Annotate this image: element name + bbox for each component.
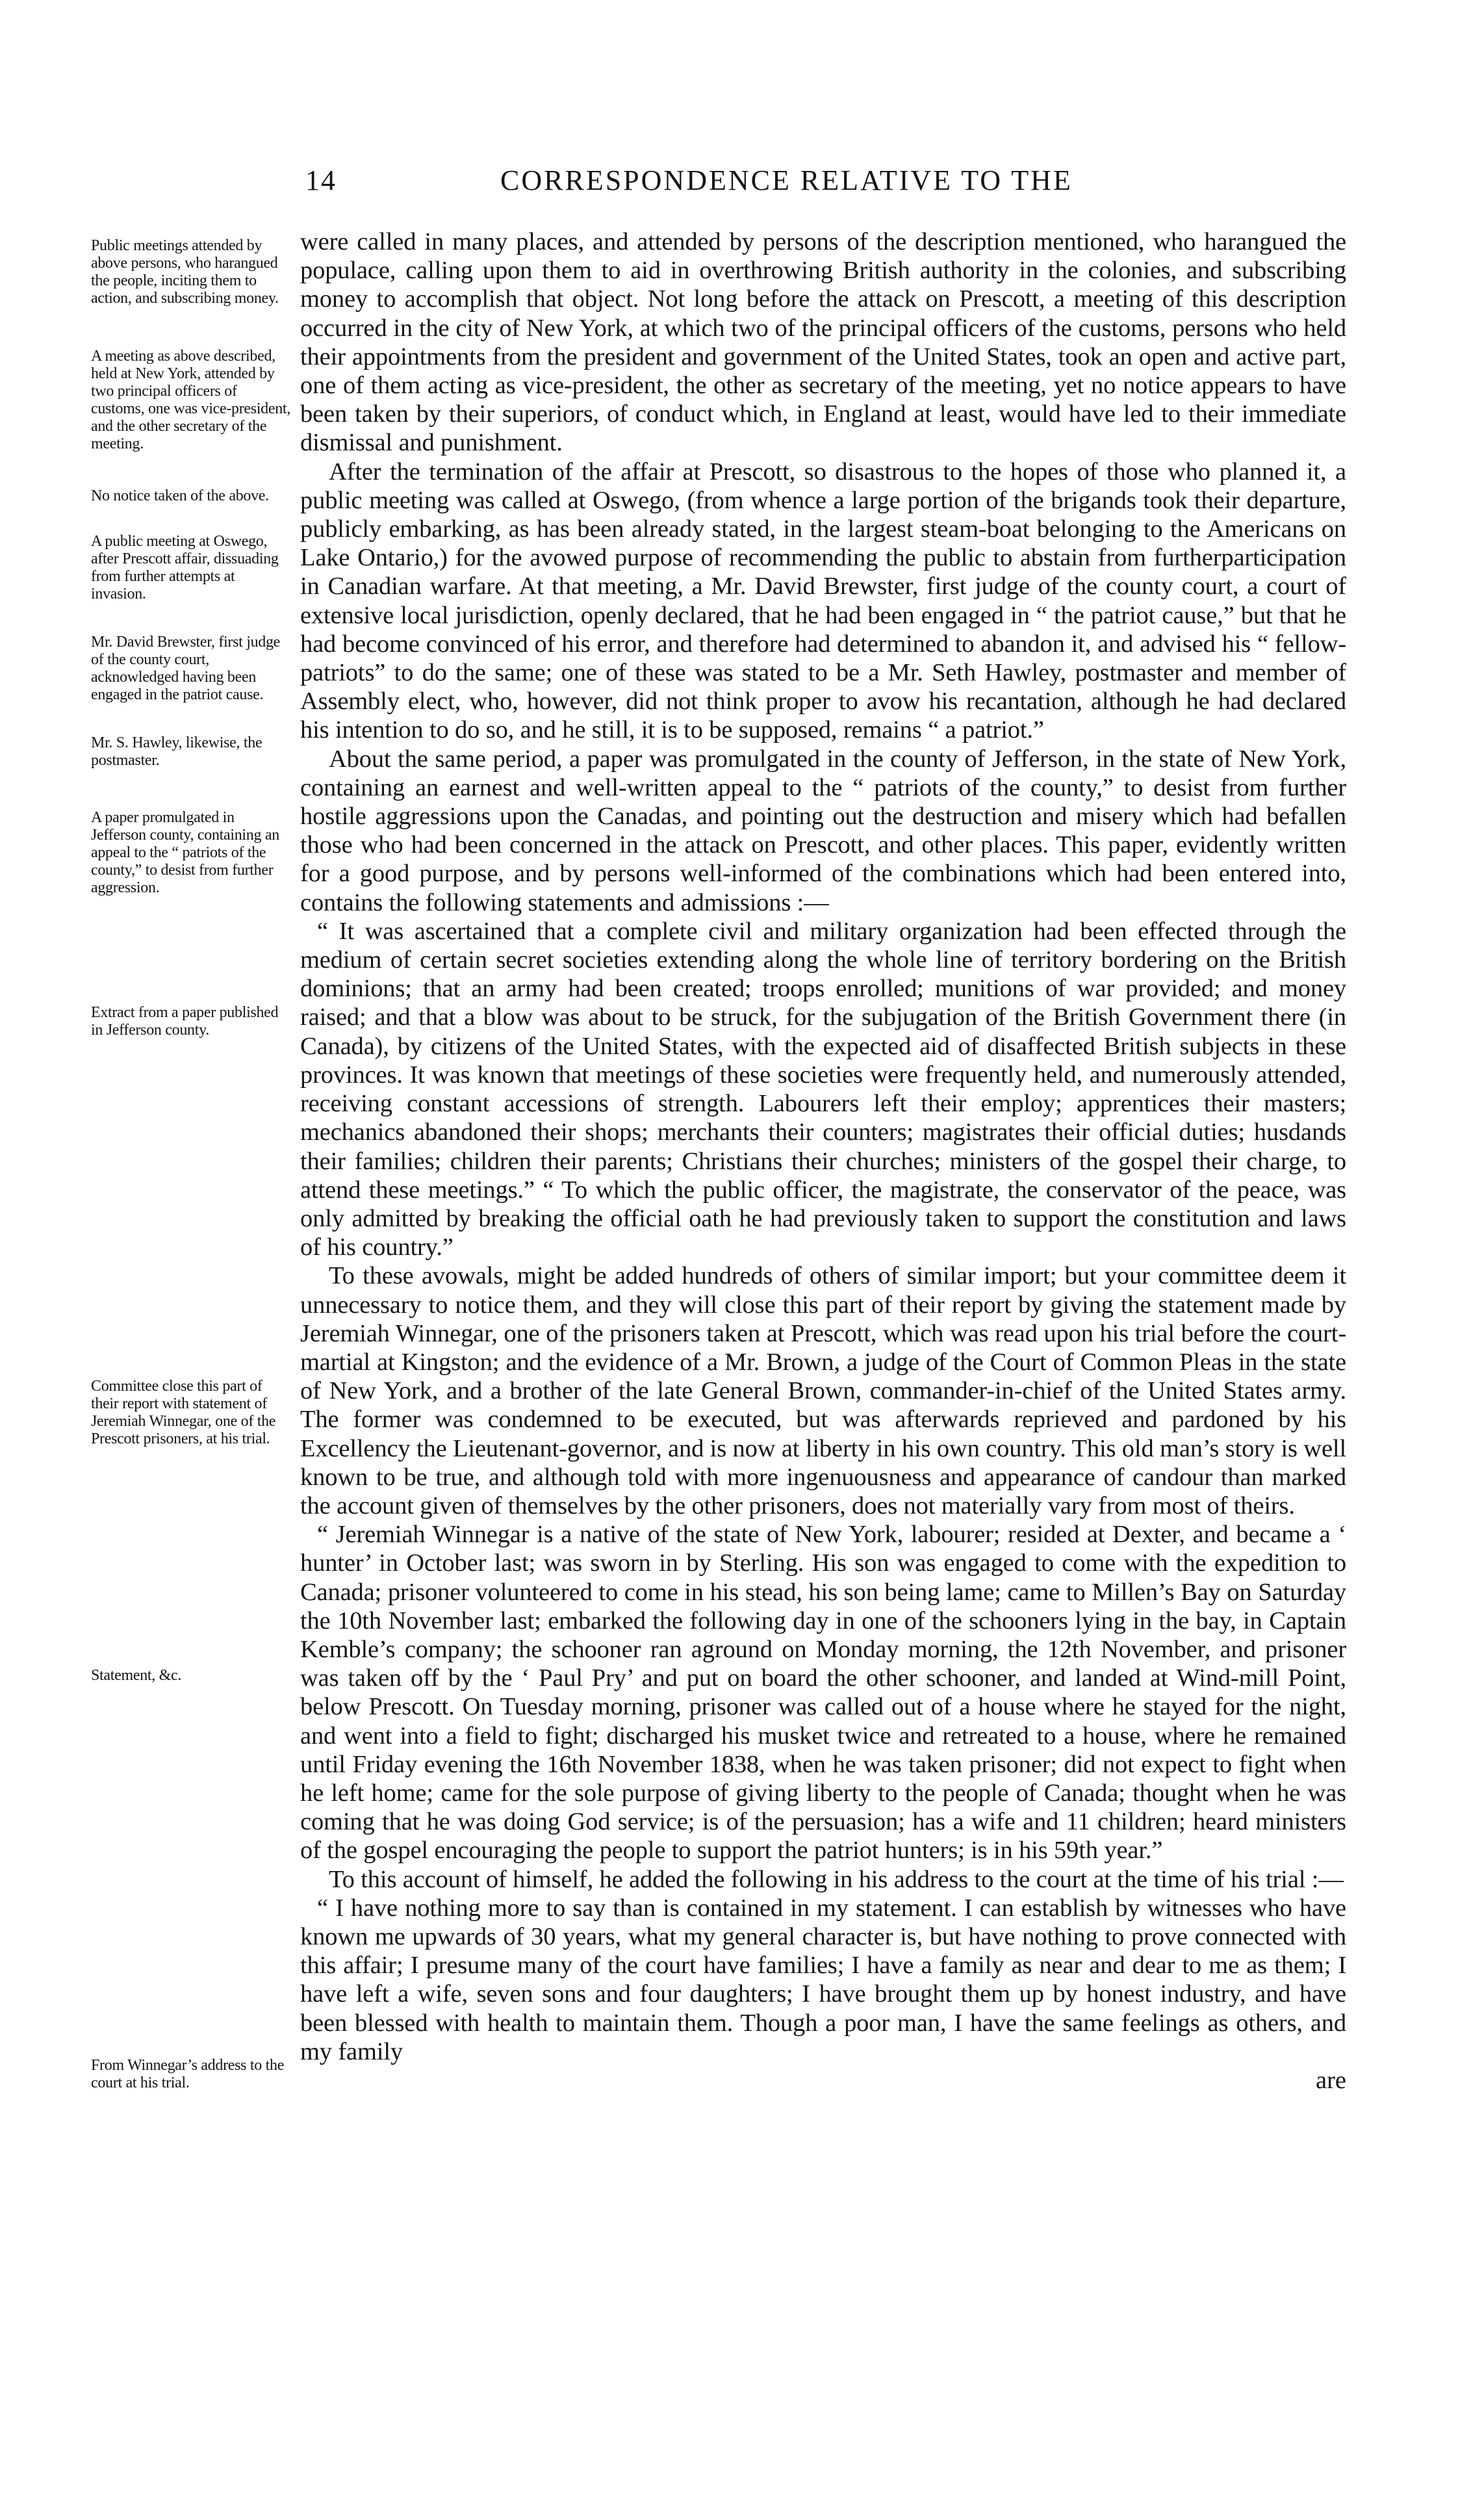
paragraph-address-intro: To this account of himself, he added the following in his address to the court at the time of his trial :— (329, 1865, 1344, 1893)
paragraph-avowals: To these avowals, might be added hundreds of others of similar import; but your committee deem it unnecessary to notice them, and they will close this part of their report by giving the statement made by Jeremiah Winnegar, one of the prisoners taken at Prescott, which was read upon his trial before the court-martial at Kingston; and the evidence of a Mr. Brown, a judge of the Court of Common Pleas in the state of New York, and a brother of the late General Brown, commander-in-chief of the United States army. The former was condemned to be executed, but was afterwards reprieved and pardoned by his Excellency the Lieutenant-governor, and is now at liberty in his own country. This old man’s story is well known to be true, and although told with more ingenuousness and appearance of candour than marked the account given of themselves by the other prisoners, does not materially vary from most of theirs. (300, 1262, 1346, 1519)
margin-note-statement: Statement, &c. (91, 1667, 182, 1684)
margin-notes (91, 237, 292, 2382)
margin-note-new-york-meeting: A meeting as above described, held at New York, attended by two principal officers of customs, one was vice-president, and the other secretary of the meeting. (91, 348, 290, 452)
margin-note-winnegar-address: From Winnegar’s address to the court at his trial. (91, 2057, 285, 2091)
margin-note-brewster: Mr. David Brewster, first judge of the county court, acknowledged having been engaged in the patriot cause. (91, 634, 281, 703)
margin-note-hawley: Mr. S. Hawley, likewise, the postmaster. (91, 734, 262, 769)
margin-note-oswego-meeting: A public meeting at Oswego, after Prescott affair, dissuading from further attempts at invasion. (91, 533, 279, 602)
paragraph-public-meetings: were called in many places, and attended by persons of the description mentioned, who harangued the populace, calling upon them to aid in overthrowing British authority in the colonies, and subscribing money to accomplish that object. Not long before the attack on Prescott, a meeting of this description occurred in the city of New York, at which two of the principal officers of the customs, persons who held their appointments from the president and government of the United States, took an open and active part, one of them acting as vice-president, the other as secretary of the meeting, yet no notice appears to have been taken by their superiors, of conduct which, in England at least, would have led to their immediate dismissal and punishment. (300, 228, 1346, 457)
paragraph-jefferson-paper: About the same period, a paper was promulgated in the county of Jefferson, in the state of New York, containing an earnest and well-written appeal to the “ patriots of the county,” to desist from further hostile aggressions upon the Canadas, and pointing out the destruction and misery which had befallen those who had been concerned in the attack on Prescott, and other places. This paper, evidently written for a good purpose, and by persons well-informed of the combinations which had been entered into, contains the following statements and admissions :— (300, 745, 1346, 916)
paragraph-extract-quote: “ It was ascertained that a complete civil and military organization had been effected through the medium of certain secret societies extending along the whole line of territory bordering on the British dominions; that an army had been created; troops enrolled; munitions of war provided; and money raised; and that a blow was about to be struck, for the subjugation of the British Government there (in Canada), by citizens of the United States, with the expected aid of disaffected British subjects in these provinces. It was known that meetings of these societies were frequently held, and numerously attended, receiving constant accessions of strength. Labourers left their employ; apprentices their masters; mechanics abandoned their shops; merchants their counters; magistrates their official duties; husdands their families; children their parents; Christians their churches; ministers of the gospel their charge, to attend these meetings.” “ To which the public officer, the magistrate, the conservator of the peace, was only admitted by breaking the official oath he had previously taken to support the constitution and laws of his country.” (300, 917, 1346, 1261)
paragraph-prescott-aftermath: After the termination of the affair at Prescott, so disastrous to the hopes of those who planned it, a public meeting was called at Oswego, (from whence a large portion of the brigands took their departure, publicly embarking, as has been already stated, in the largest steam-boat belonging to the Americans on Lake Ontario,) for the avowed purpose of recommending the public to abstain from furtherparticipation in Canadian warfare. At that meeting, a Mr. David Brewster, first judge of the county court, a court of extensive local jurisdiction, openly declared, that he had been engaged in “ the patriot cause,” but that he had become convinced of his error, and therefore had determined to abandon it, and advised his “ fellow-patriots” to do the same; one of these was stated to be a Mr. Seth Hawley, postmaster and member of Assembly elect, who, however, did not think proper to avow his recantation, although he had declared his intention to do so, and he still, it is to be supposed, remains “ a patriot.” (300, 458, 1346, 744)
margin-note-committee-close: Committee close this part of their report with statement of Jeremiah Winnegar, one of the Prescott prisoners, at his trial. (91, 1378, 276, 1447)
paragraph-winnegar-address: “ I have nothing more to say than is contained in my statement. I can establish by witnesses who have known me upwards of 30 years, what my general character is, but have nothing to prove connected with this affair; I presume many of the court have families; I have a family as near and dear to me as them; I have left a wife, seven sons and four daughters; I have brought them up by honest industry, and have been blessed with health to maintain them. Though a poor man, I have the same feelings as others, and my family (300, 1894, 1346, 2065)
main-text (300, 227, 1346, 2366)
margin-note-public-meetings: Public meetings attended by above persons, who harangued the people, inciting them to action, and subscribing money. (91, 237, 279, 307)
page-number: 14 (305, 164, 337, 196)
margin-note-no-notice: No notice taken of the above. (91, 487, 269, 504)
page-header (305, 164, 1423, 203)
catchword: are (1316, 2067, 1346, 2094)
margin-note-extract: Extract from a paper published in Jefferson county. (91, 1004, 279, 1039)
running-title: CORRESPONDENCE RELATIVE TO THE (500, 164, 1073, 196)
paragraph-winnegar-statement: “ Jeremiah Winnegar is a native of the state of New York, labourer; resided at Dexter, and became a ‘ hunter’ in October last; was sworn in by Sterling. His son was engaged to come with the expedition to Canada; prisoner volunteered to come in his stead, his son being lame; came to Millen’s Bay on Saturday the 10th November last; embarked the following day in one of the schooners lying in the bay, in Captain Kemble’s company; the schooner ran aground on Monday morning, the 12th November, and prisoner was taken off by the ‘ Paul Pry’ and put on board the other schooner, and landed at Wind-mill Point, below Prescott. On Tuesday morning, prisoner was called out of a house where he stayed for the night, and went into a field to fight; discharged his musket twice and retreated to a house, where he remained until Friday evening the 16th November 1838, when he was taken prisoner; did not expect to fight when he left home; came for the sole purpose of giving liberty to the people of Canada; thought when he was coming that he was doing God service; is of the persuasion; has a wife and 11 children; heard ministers of the gospel encouraging the people to support the patriot hunters; is in his 59th year.” (300, 1521, 1346, 1865)
margin-note-jefferson-paper: A paper promulgated in Jefferson county, containing an appeal to the “ patriots of the county,” to desist from further aggression. (91, 809, 279, 896)
